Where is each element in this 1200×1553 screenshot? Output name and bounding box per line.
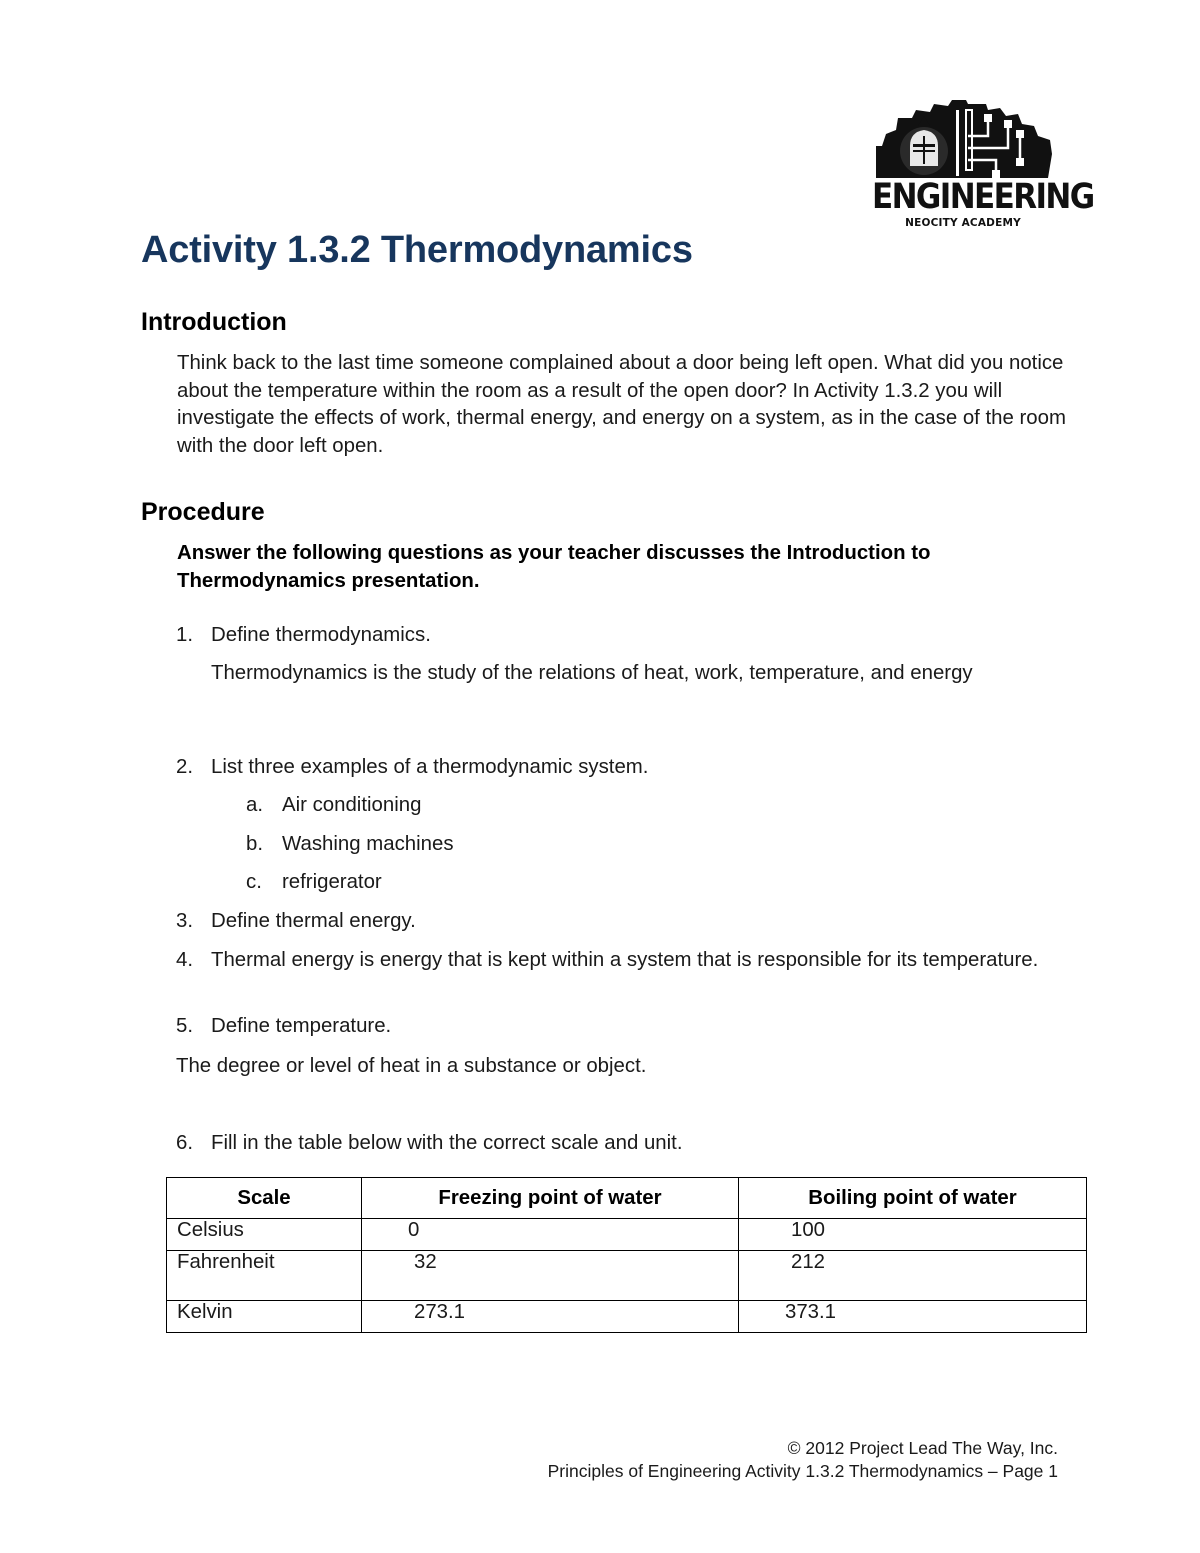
table-cell: 0	[362, 1219, 739, 1251]
column-header: Freezing point of water	[362, 1178, 739, 1219]
answer-5: The degree or level of heat in a substance or object.	[176, 1055, 647, 1077]
table-row	[167, 1251, 1087, 1301]
question-text: Define thermal energy.	[211, 910, 416, 932]
question-number: 5.	[176, 1015, 194, 1037]
table-cell: Celsius	[167, 1219, 362, 1251]
procedure-heading: Procedure	[141, 498, 265, 526]
table-cell: 212	[739, 1251, 1087, 1301]
column-header: Scale	[167, 1178, 362, 1219]
question-text: Define thermodynamics.	[211, 624, 431, 646]
table-cell: 100	[739, 1219, 1087, 1251]
question-number: 1.	[176, 624, 194, 646]
question-4	[176, 947, 1056, 975]
introduction-heading: Introduction	[141, 308, 287, 336]
list-text: refrigerator	[282, 871, 382, 893]
table-cell: 32	[362, 1251, 739, 1301]
table-cell: Kelvin	[167, 1301, 362, 1333]
question-number: 6.	[176, 1132, 194, 1154]
table-cell: 373.1	[739, 1301, 1087, 1333]
introduction-text: Think back to the last time someone complained about a door being left open. What did you notice about the temperature within the room as a result of the open door? In Activity 1.3.2 you will investigate the effects of work, thermal energy, and energy on a system, as in the case of the room with the door left open.	[177, 352, 1066, 457]
question-text: Thermal energy is energy that is kept within a system that is responsible for its temperature.	[211, 949, 1039, 971]
logo-wordmark: ENGINEERING	[872, 176, 1094, 218]
list-text: Washing machines	[282, 833, 454, 855]
table-header-row	[167, 1178, 1087, 1219]
page-title: Activity 1.3.2 Thermodynamics	[141, 229, 693, 271]
procedure-instruction: Answer the following questions as your teacher discusses the Introduction to Thermodynamics presentation.	[177, 542, 931, 592]
list-letter: a.	[246, 794, 264, 816]
question-text: Fill in the table below with the correct scale and unit.	[211, 1132, 683, 1154]
gear-circuit-icon	[868, 96, 1058, 186]
answer-1: Thermodynamics is the study of the relations of heat, work, temperature, and energy	[211, 662, 973, 684]
table-row	[167, 1301, 1087, 1333]
engineering-academy-logo	[868, 96, 1094, 236]
column-header: Boiling point of water	[739, 1178, 1087, 1219]
question-text: List three examples of a thermodynamic system.	[211, 756, 649, 778]
question-text: Define temperature.	[211, 1015, 392, 1037]
table-row	[167, 1219, 1087, 1251]
question-number: 4.	[176, 949, 194, 971]
list-letter: c.	[246, 871, 262, 893]
logo-subtitle: NEOCITY ACADEMY	[905, 217, 1021, 229]
list-text: Air conditioning	[282, 794, 422, 816]
table-cell: Fahrenheit	[167, 1251, 362, 1301]
temperature-scale-table	[166, 1177, 1087, 1333]
list-letter: b.	[246, 833, 264, 855]
footer-page-info: Principles of Engineering Activity 1.3.2 Thermodynamics – Page 1	[547, 1461, 1058, 1481]
table-cell: 273.1	[362, 1301, 739, 1333]
question-number: 2.	[176, 756, 194, 778]
footer-copyright: © 2012 Project Lead The Way, Inc.	[787, 1438, 1058, 1458]
question-number: 3.	[176, 910, 194, 932]
